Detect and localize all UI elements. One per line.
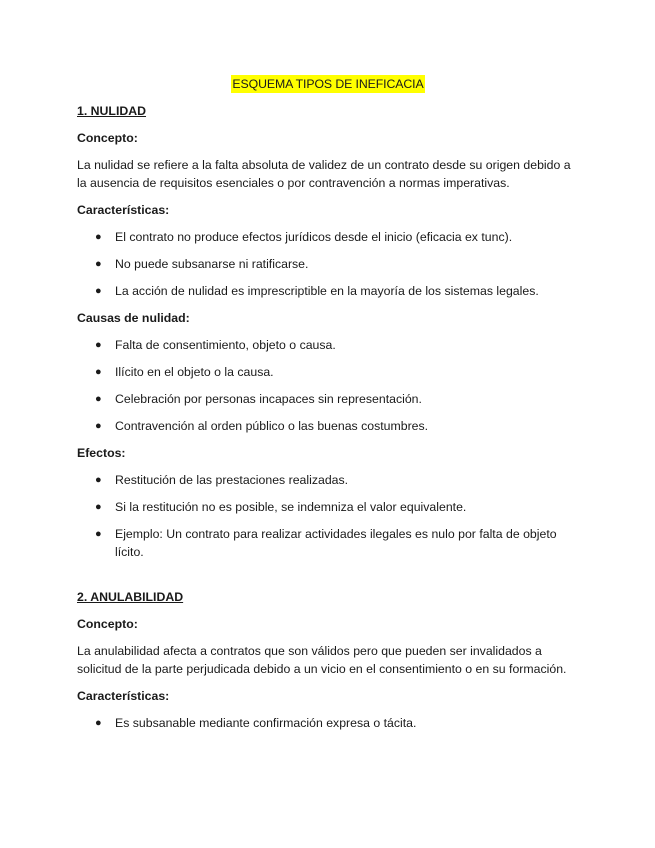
list-item-text: Restitución de las prestaciones realizadas. (115, 473, 349, 487)
list-item (77, 228, 579, 246)
list-item-text: Si la restitución no es posible, se indemniza el valor equivalente. (115, 500, 467, 514)
list-item-text: Celebración por personas incapaces sin representación. (115, 392, 422, 406)
list-item-text: Falta de consentimiento, objeto o causa. (115, 338, 336, 352)
bullet-icon: ● (95, 420, 102, 432)
concepto-label-nulidad: Concepto: (77, 131, 138, 145)
list-item-text: Contravención al orden público o las buenas costumbres. (115, 419, 429, 433)
bullet-icon: ● (95, 501, 102, 513)
bullet-icon: ● (95, 339, 102, 351)
list-item (77, 525, 579, 561)
concepto-label-anulabilidad: Concepto: (77, 617, 138, 631)
list-item-text: El contrato no produce efectos jurídicos desde el inicio (eficacia ex tunc). (115, 230, 513, 244)
caracteristicas-list-anulabilidad (77, 714, 579, 732)
caracteristicas-list-nulidad (77, 228, 579, 300)
caracteristicas-label-anulabilidad: Características: (77, 689, 170, 703)
list-item-text: Ejemplo: Un contrato para realizar actividades ilegales es nulo por falta de objeto lícito. (115, 527, 557, 559)
list-item (77, 363, 579, 381)
section-heading-anulabilidad: 2. ANULABILIDAD (77, 590, 184, 604)
efectos-label-nulidad: Efectos: (77, 446, 126, 460)
bullet-icon: ● (95, 393, 102, 405)
section-anulabilidad (77, 588, 579, 732)
section-spacer (77, 570, 579, 588)
efectos-list-nulidad (77, 471, 579, 561)
list-item-text: La acción de nulidad es imprescriptible en la mayoría de los sistemas legales. (115, 284, 539, 298)
bullet-icon: ● (95, 231, 102, 243)
concepto-text-nulidad: La nulidad se refiere a la falta absoluta de validez de un contrato desde su origen debido a la ausencia de requisitos esenciales o por contravención a normas imperativas. (77, 158, 571, 190)
section-nulidad (77, 102, 579, 561)
bullet-icon: ● (95, 258, 102, 270)
list-item-text: Ilícito en el objeto o la causa. (115, 365, 274, 379)
bullet-icon: ● (95, 366, 102, 378)
caracteristicas-label-nulidad: Características: (77, 203, 170, 217)
bullet-icon: ● (95, 474, 102, 486)
causas-list-nulidad (77, 336, 579, 435)
bullet-icon: ● (95, 528, 102, 540)
list-item (77, 255, 579, 273)
list-item (77, 714, 579, 732)
list-item (77, 390, 579, 408)
bullet-icon: ● (95, 717, 102, 729)
list-item (77, 282, 579, 300)
list-item (77, 417, 579, 435)
document-title: ESQUEMA TIPOS DE INEFICACIA (232, 77, 424, 91)
bullet-icon: ● (95, 285, 102, 297)
concepto-text-anulabilidad: La anulabilidad afecta a contratos que son válidos pero que pueden ser invalidados a solicitud de la parte perjudicada debido a un vicio en el consentimiento o en su formación. (77, 644, 567, 676)
list-item-text: No puede subsanarse ni ratificarse. (115, 257, 309, 271)
list-item (77, 336, 579, 354)
list-item-text: Es subsanable mediante confirmación expresa o tácita. (115, 716, 417, 730)
list-item (77, 471, 579, 489)
list-item (77, 498, 579, 516)
section-heading-nulidad: 1. NULIDAD (77, 104, 147, 118)
causas-label-nulidad: Causas de nulidad: (77, 311, 190, 325)
title-container (77, 75, 579, 93)
